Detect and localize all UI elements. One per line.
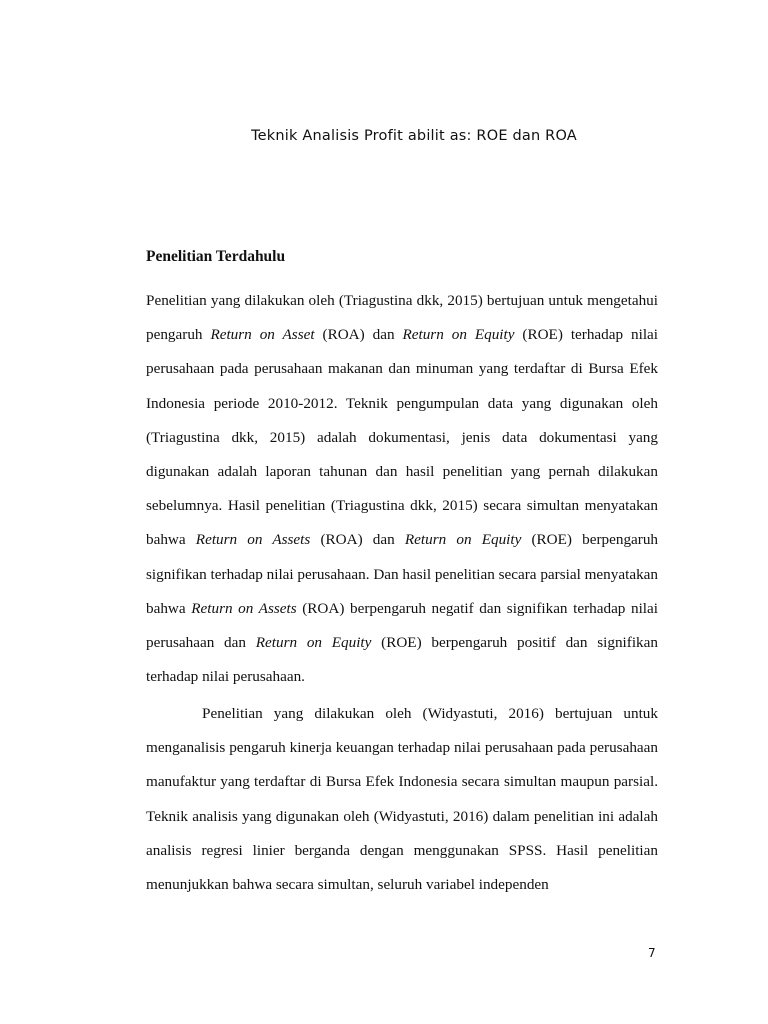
paragraph-1-italic-term: Return on Equity xyxy=(402,326,515,344)
page-number: 7 xyxy=(648,946,656,960)
paragraph-1-text: (ROA) dan xyxy=(314,326,403,344)
paragraph-1-italic-term: Return on Assets xyxy=(191,599,297,617)
paragraph-1-text: (ROE) berpengaruh positif dan signifikan terhadap nilai perusahaan. xyxy=(146,634,658,686)
paragraph-1-text: (ROA) dan xyxy=(310,531,405,549)
paragraph-1-italic-term: Return on Equity xyxy=(255,634,372,652)
paragraph-1-text: Penelitian yang dilakukan oleh (Triagustina dkk, 2015) bertujuan untuk mengetahui pengaruh xyxy=(146,292,658,344)
page-header-title: Teknik Analisis Profit abilit as: ROE dan ROA xyxy=(251,128,577,144)
paragraph-1-italic-term: Return on Asset xyxy=(210,326,315,344)
paragraph-1-text: (ROA) berpengaruh negatif dan signifikan terhadap nilai perusahaan dan xyxy=(146,599,658,652)
paragraph-2: Penelitian yang dilakukan oleh (Widyastuti, 2016) bertujuan untuk menganalisis pengaruh kinerja keuangan terhadap nilai perusahaan pada perusahaan manufaktur yang terdaftar di Bursa Efek Indonesia secara simultan maupun parsial. Teknik analisis yang digunakan oleh (Widyastuti, 2016) dalam penelitian ini adalah analisis regresi linier berganda dengan menggunakan SPSS. Hasil penelitian menunjukkan bahwa secara simultan, seluruh variabel independen xyxy=(146,705,658,894)
paragraph-1 xyxy=(146,284,658,694)
paragraph-1-text: (ROE) terhadap nilai perusahaan pada perusahaan makanan dan minuman yang terdaftar di Bursa Efek Indonesia periode 2010-2012. Teknik pengumpulan data yang digunakan oleh (Triagustina dkk, 2015) adalah dokumentasi, jenis data dokumentasi yang digunakan adalah laporan tahunan dan hasil penelitian yang pernah dilakukan sebelumnya. Hasil penelitian (Triagustina dkk, 2015) secara simultan menyatakan bahwa xyxy=(146,326,659,549)
paragraph-1-italic-term: Return on Equity xyxy=(404,531,522,549)
paragraph-1-text: (ROE) berpengaruh signifikan terhadap nilai perusahaan. Dan hasil penelitian secara parsial menyatakan bahwa xyxy=(146,531,659,617)
paragraph-1-italic-term: Return on Assets xyxy=(195,531,311,549)
section-heading: Penelitian Terdahulu xyxy=(146,248,286,265)
